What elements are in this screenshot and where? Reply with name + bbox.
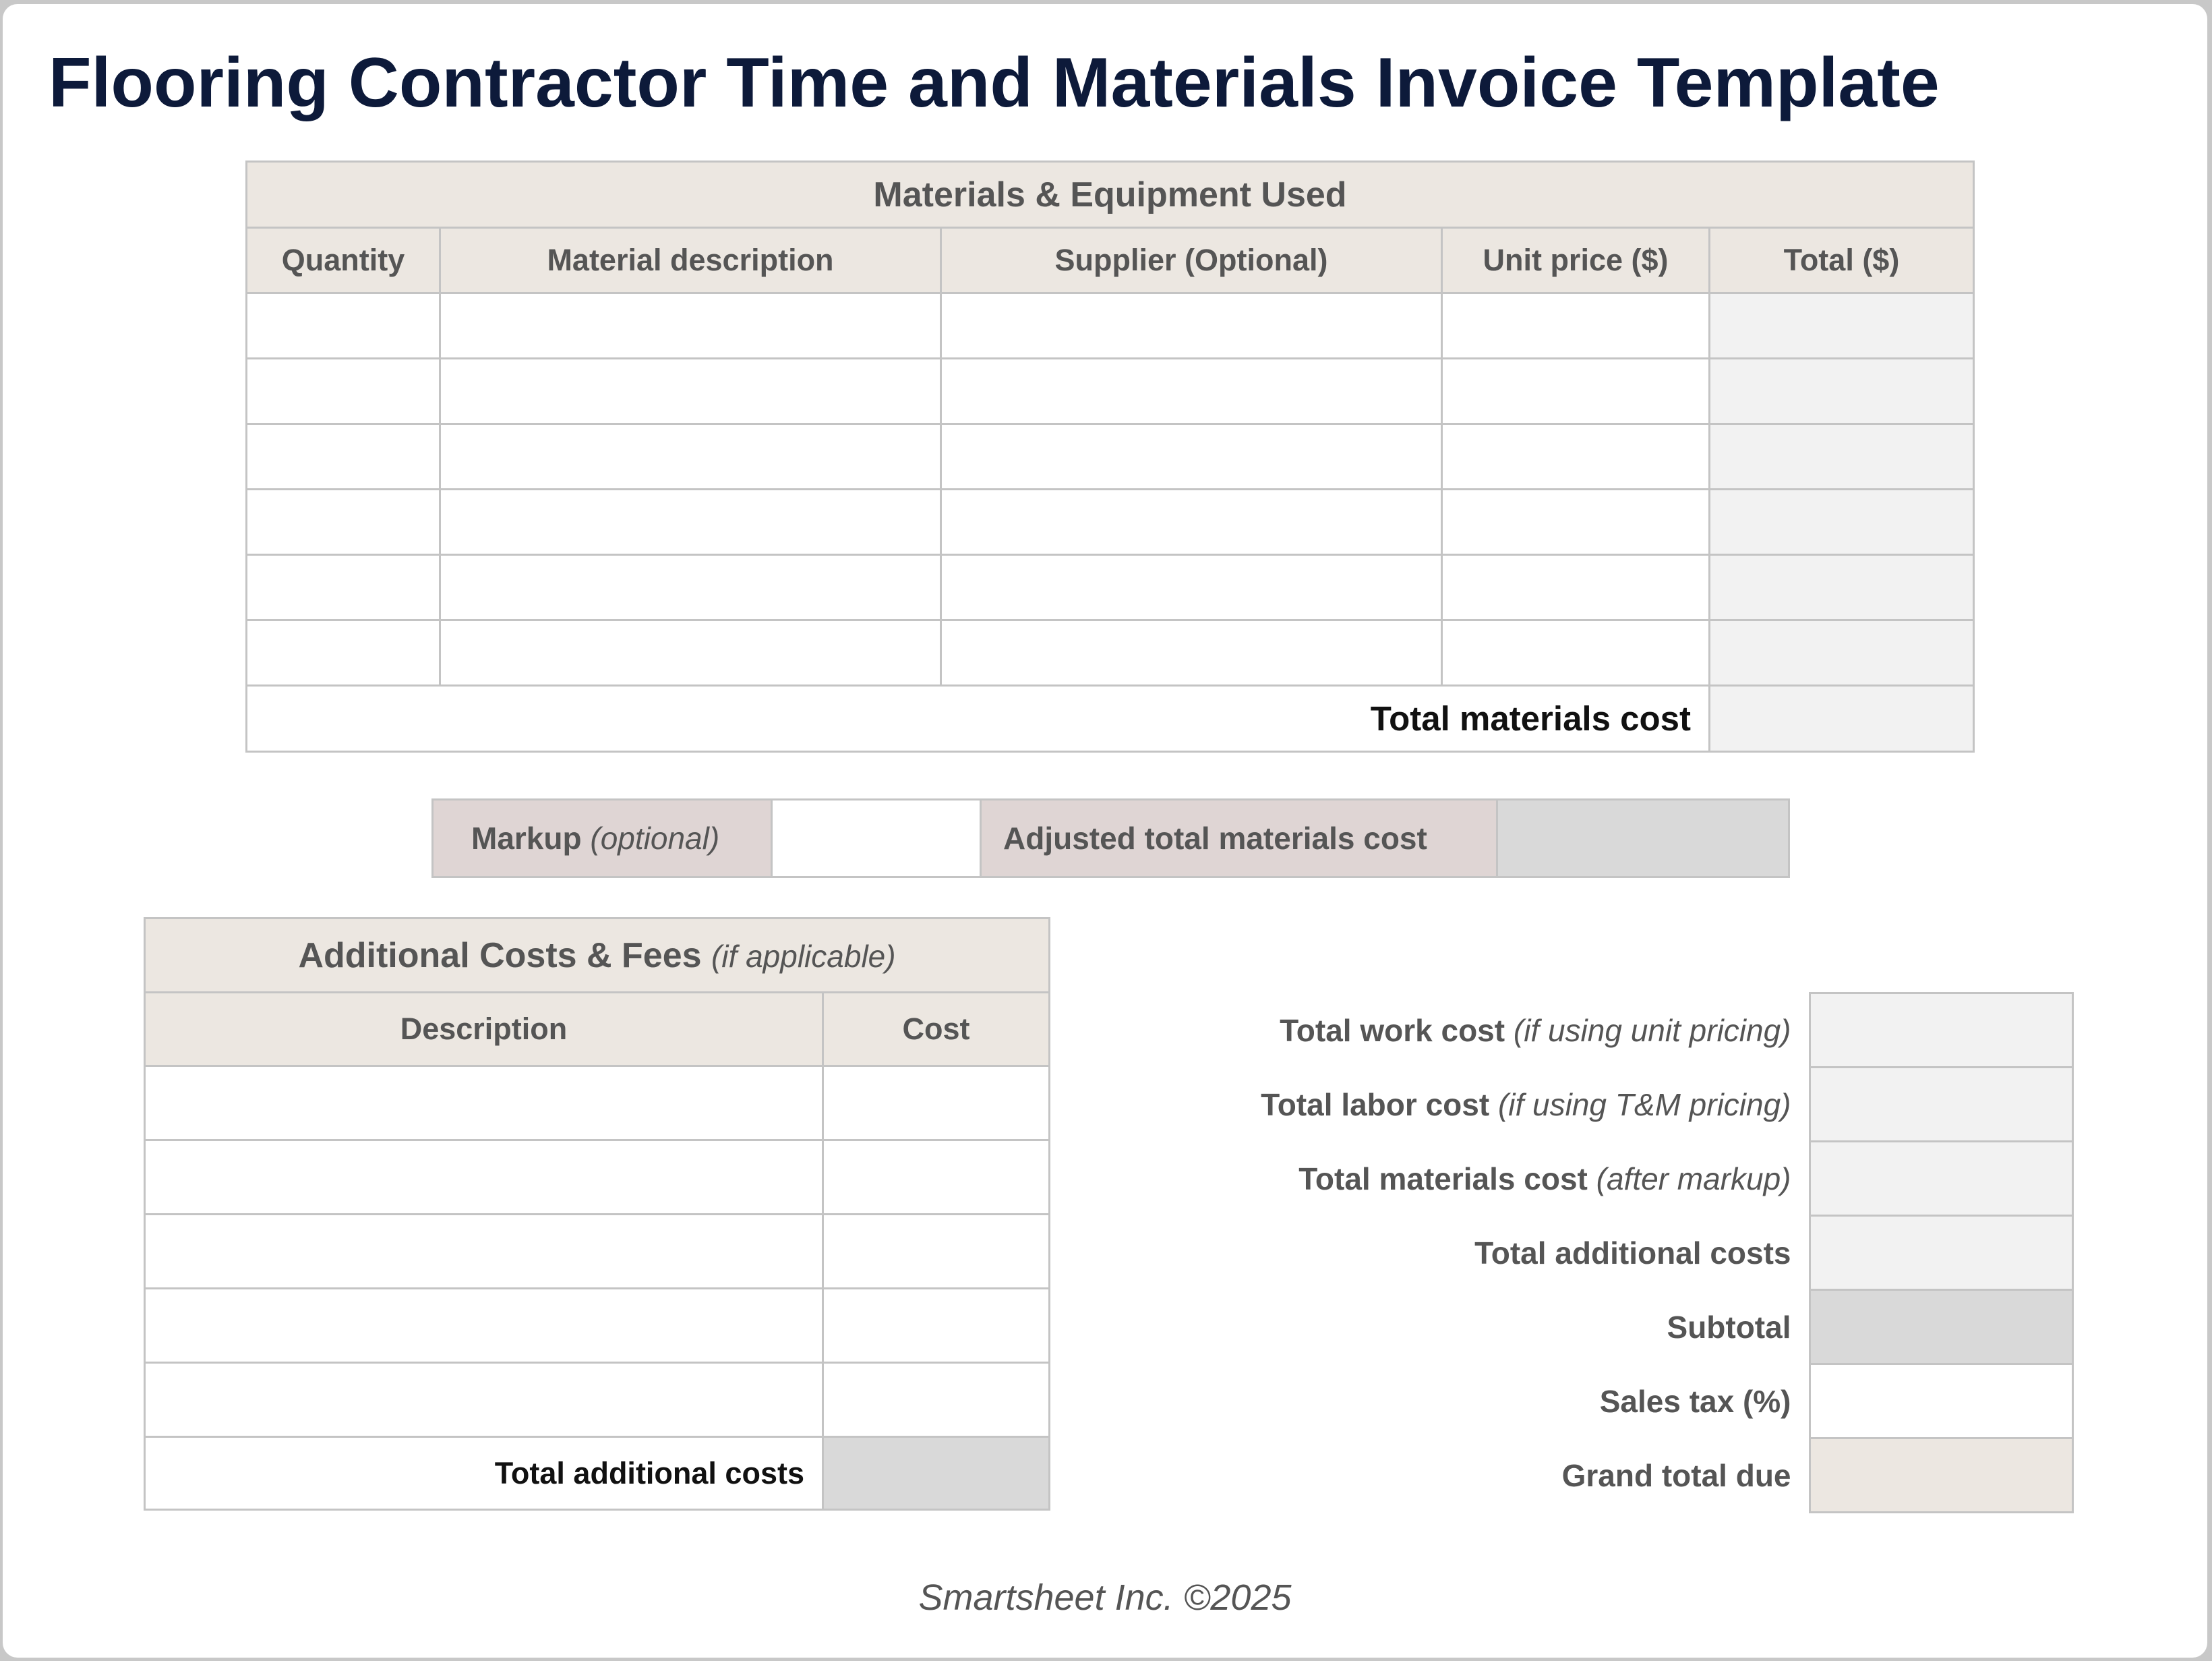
quantity-cell[interactable]	[247, 490, 440, 555]
material-description-cell[interactable]	[440, 555, 941, 620]
line-total-cell	[1710, 424, 1974, 490]
material-description-cell[interactable]	[440, 490, 941, 555]
cost-cell[interactable]	[823, 1289, 1050, 1363]
total-additional-costs-value	[823, 1437, 1050, 1510]
material-description-cell[interactable]	[440, 359, 941, 424]
sales-tax-input[interactable]	[1810, 1364, 2072, 1438]
summary-row-sales-tax	[1149, 1364, 2072, 1438]
summary-row-total-work-cost	[1149, 993, 2072, 1068]
footer-copyright: Smartsheet Inc. ©2025	[918, 1577, 1292, 1618]
column-header-unit-price: Unit price ($)	[1442, 228, 1710, 293]
summary-row-total-materials-cost	[1149, 1142, 2072, 1216]
materials-table	[245, 161, 1975, 753]
table-row	[145, 1215, 1050, 1289]
summary-row-grand-total	[1149, 1438, 2072, 1513]
supplier-cell[interactable]	[941, 555, 1442, 620]
summary-label-note: (if using unit pricing)	[1513, 1012, 1791, 1048]
cost-cell[interactable]	[823, 1066, 1050, 1140]
summary-total-additional-costs-value	[1810, 1216, 2072, 1290]
total-additional-costs-label: Total additional costs	[145, 1437, 823, 1510]
grand-total-label: Grand total due	[1561, 1457, 1791, 1493]
column-header-total: Total ($)	[1710, 228, 1974, 293]
total-labor-cost-label	[1149, 1068, 1810, 1142]
table-row	[247, 620, 1974, 686]
total-materials-cost-value	[1710, 686, 1974, 752]
unit-price-cell[interactable]	[1442, 620, 1710, 686]
material-description-cell[interactable]	[440, 424, 941, 490]
total-materials-after-markup-value	[1810, 1142, 2072, 1216]
table-row	[247, 490, 1974, 555]
adjusted-total-materials-label: Adjusted total materials cost	[981, 800, 1497, 877]
description-cell[interactable]	[145, 1363, 823, 1437]
column-header-quantity: Quantity	[247, 228, 440, 293]
subtotal-label: Subtotal	[1667, 1309, 1791, 1345]
total-work-cost-label	[1149, 993, 1810, 1068]
supplier-cell[interactable]	[941, 490, 1442, 555]
unit-price-cell[interactable]	[1442, 490, 1710, 555]
subtotal-value	[1810, 1290, 2072, 1364]
materials-section-title: Materials & Equipment Used	[247, 162, 1974, 228]
description-cell[interactable]	[145, 1066, 823, 1140]
table-row	[247, 424, 1974, 490]
total-materials-after-markup-label	[1149, 1142, 1810, 1216]
total-materials-cost-label: Total materials cost	[247, 686, 1710, 752]
cost-cell[interactable]	[823, 1140, 1050, 1215]
summary-label-note: (if using T&M pricing)	[1497, 1086, 1791, 1122]
table-row	[247, 359, 1974, 424]
unit-price-cell[interactable]	[1442, 293, 1710, 359]
unit-price-cell[interactable]	[1442, 359, 1710, 424]
adjusted-total-materials-value	[1497, 800, 1789, 877]
supplier-cell[interactable]	[941, 620, 1442, 686]
column-header-cost: Cost	[823, 993, 1050, 1066]
supplier-cell[interactable]	[941, 424, 1442, 490]
description-cell[interactable]	[145, 1289, 823, 1363]
table-row	[145, 1289, 1050, 1363]
summary-label-text: Total materials cost	[1298, 1161, 1588, 1196]
supplier-cell[interactable]	[941, 359, 1442, 424]
quantity-cell[interactable]	[247, 620, 440, 686]
additional-costs-title-note: (if applicable)	[711, 938, 896, 974]
additional-costs-section-title	[145, 919, 1050, 993]
page-title: Flooring Contractor Time and Materials Invoice Template	[49, 44, 1940, 122]
summary-row-subtotal	[1149, 1290, 2072, 1364]
summary-label-text: Total labor cost	[1261, 1086, 1490, 1122]
table-row	[145, 1140, 1050, 1215]
additional-costs-table	[144, 917, 1050, 1511]
markup-input[interactable]	[772, 800, 981, 877]
line-total-cell	[1710, 490, 1974, 555]
line-total-cell	[1710, 293, 1974, 359]
quantity-cell[interactable]	[247, 293, 440, 359]
column-header-material-description: Material description	[440, 228, 941, 293]
summary-total-additional-costs-label: Total additional costs	[1474, 1235, 1791, 1271]
additional-costs-title-text: Additional Costs & Fees	[298, 935, 702, 975]
grand-total-value	[1810, 1438, 2072, 1513]
total-work-cost-value	[1810, 993, 2072, 1068]
total-labor-cost-value	[1810, 1068, 2072, 1142]
sales-tax-label: Sales tax (%)	[1599, 1383, 1791, 1419]
line-total-cell	[1710, 359, 1974, 424]
summary-row-total-additional-costs	[1149, 1216, 2072, 1290]
markup-bar	[431, 798, 1790, 878]
quantity-cell[interactable]	[247, 424, 440, 490]
summary-label-note: (after markup)	[1596, 1161, 1791, 1196]
description-cell[interactable]	[145, 1140, 823, 1215]
table-row	[145, 1066, 1050, 1140]
description-cell[interactable]	[145, 1215, 823, 1289]
summary-row-total-labor-cost	[1149, 1068, 2072, 1142]
unit-price-cell[interactable]	[1442, 424, 1710, 490]
markup-label-note: (optional)	[590, 821, 720, 856]
invoice-page	[3, 4, 2207, 1658]
material-description-cell[interactable]	[440, 293, 941, 359]
markup-label	[433, 800, 772, 877]
line-total-cell	[1710, 555, 1974, 620]
supplier-cell[interactable]	[941, 293, 1442, 359]
column-header-description: Description	[145, 993, 823, 1066]
table-row	[145, 1363, 1050, 1437]
summary-label-text: Total work cost	[1280, 1012, 1505, 1048]
markup-label-text: Markup	[471, 821, 582, 856]
material-description-cell[interactable]	[440, 620, 941, 686]
table-row	[247, 293, 1974, 359]
unit-price-cell[interactable]	[1442, 555, 1710, 620]
invoice-summary	[1149, 992, 2074, 1513]
table-row	[247, 555, 1974, 620]
cost-cell[interactable]	[823, 1215, 1050, 1289]
line-total-cell	[1710, 620, 1974, 686]
cost-cell[interactable]	[823, 1363, 1050, 1437]
quantity-cell[interactable]	[247, 555, 440, 620]
column-header-supplier: Supplier (Optional)	[941, 228, 1442, 293]
quantity-cell[interactable]	[247, 359, 440, 424]
